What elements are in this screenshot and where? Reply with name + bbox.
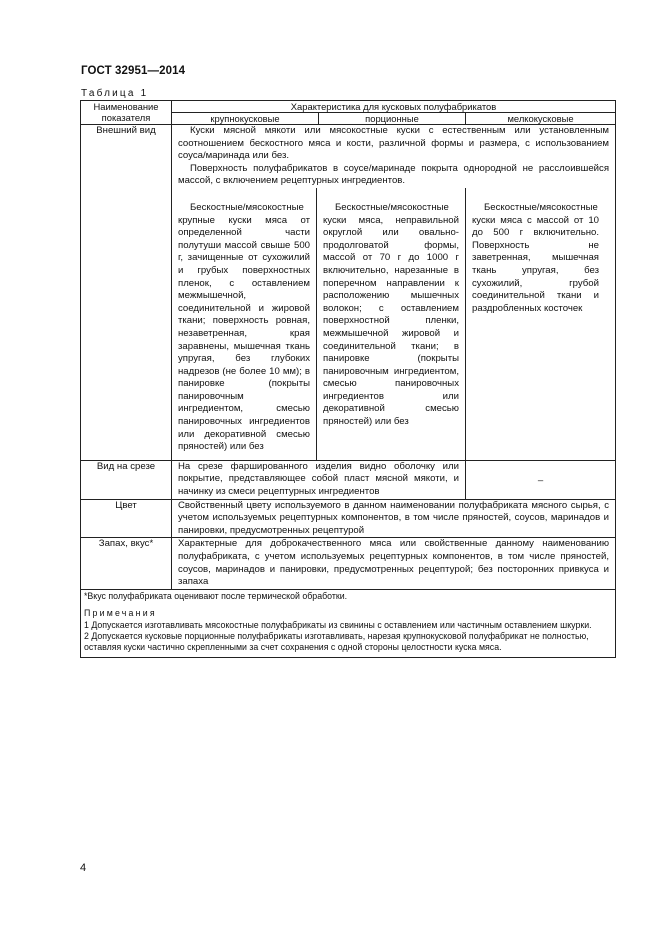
label-cross-section: Вид на срезе [81, 460, 172, 499]
footnote: *Вкус полуфабриката оценивают после термической обработки. [84, 590, 348, 601]
header-indicator: Наименование показателя [81, 101, 172, 125]
document-header: ГОСТ 32951—2014 [81, 65, 186, 77]
color-text: Свойственный цвету используемого в данном наименовании полуфабриката мясного сырья, с учетом используемых рецептурных компонентов, в том числе пряностей, соусов, маринадов и панировки, предусмотренных рецептурой [172, 499, 616, 538]
note-1: 1 Допускается изготавливать мясокостные полуфабрикаты из свинины с оставлением или частичным оставлением шкурки. [84, 619, 592, 630]
label-smell: Запах, вкус* [81, 538, 172, 589]
notes-title: Примечания [84, 608, 157, 619]
page-number: 4 [80, 862, 87, 874]
row-smell [81, 538, 616, 589]
smell-text: Характерные для доброкачественного мяса или свойственные данному наименованию полуфабриката, с учетом используемых рецептурных компонентов, в том числе пряностей, соусов, маринадов и панировки, предусмотренных рецептурой; без посторонних привкуса и запаха [172, 538, 616, 589]
note-2: 2 Допускается кусковые порционные полуфабрикаты изготавливать, нарезая крупнокусковой полуфабрикат не полностью, оставляя куски частично скрепленными за счет сохранения с одной стороны целостности куска мяса. [84, 631, 589, 653]
appearance-portion: Бескостные/мясокостные куски мяса, неправильной округлой или овально-продолговатой формы, массой от 70 г до 1000 г включительно, нарезанные в поперечном направлении к расположению мышечных волокон; с оставлением поверхностной пленки, межмышечной жировой и соединительной ткани; в панировке (покрыты панировочным ингредиентом, смесью панировочных ингредиентов или декоративной смесью пряностей) или без [317, 188, 466, 460]
row-cross-section [81, 460, 616, 499]
row-appearance [81, 125, 616, 461]
table-title: Таблица 1 [81, 88, 149, 99]
subheader-small: мелкокусковые [466, 113, 616, 125]
characteristics-table [80, 100, 616, 658]
appearance-content [172, 125, 616, 461]
table-header-row [81, 101, 616, 113]
row-color [81, 499, 616, 538]
label-appearance: Внешний вид [81, 125, 172, 461]
cross-section-small: – [537, 474, 544, 486]
subheader-large: крупнокусковые [172, 113, 319, 125]
subheader-portion: порционные [319, 113, 466, 125]
appearance-common-1: Куски мясной мякоти или мясокостные куски с естественным или установленным соотношением бескостного мяса и кости, различной формы и размера, с использованием соуса/маринада или без. [178, 125, 610, 162]
table-notes [81, 589, 616, 657]
header-characteristic: Характеристика для кусковых полуфабрикатов [172, 101, 616, 113]
cross-section-content [172, 460, 616, 499]
appearance-small: Бескостные/мясокостные куски мяса с массой от 10 до 500 г включительно. Поверхность не заветренная, мышечная ткань упругая, без сухожилий, грубой соединительной ткани и раздробленных косточек [472, 201, 599, 314]
appearance-common-2: Поверхность полуфабрикатов в соусе/маринаде покрыта однородной не расслоившейся массой, с включением рецептурных ингредиентов. [178, 162, 610, 187]
appearance-large: Бескостные/мясокостные крупные куски мяса от определенной части полутуши массой свыше 500 г, зачищенные от сухожилий и грубых поверхностных пленок, с оставлением межмышечной, соединительной и жировой ткани; поверхность ровная, незаветренная, края заравнены, мышечная ткань упругая, без глубоких надрезов (не более 10 мм); в панировке (покрыты панировочным ингредиентом, смесью панировочных ингредиентов или декоративной смесью пряностей) или без [172, 188, 317, 460]
cross-section-text: На срезе фаршированного изделия видно оболочку или покрытие, представляющее собой пласт мясной мякоти, и начинку из смеси рецептурных ингредиентов [172, 461, 466, 499]
appearance-subcolumns [172, 188, 615, 460]
label-color: Цвет [81, 499, 172, 538]
row-notes [81, 589, 616, 657]
